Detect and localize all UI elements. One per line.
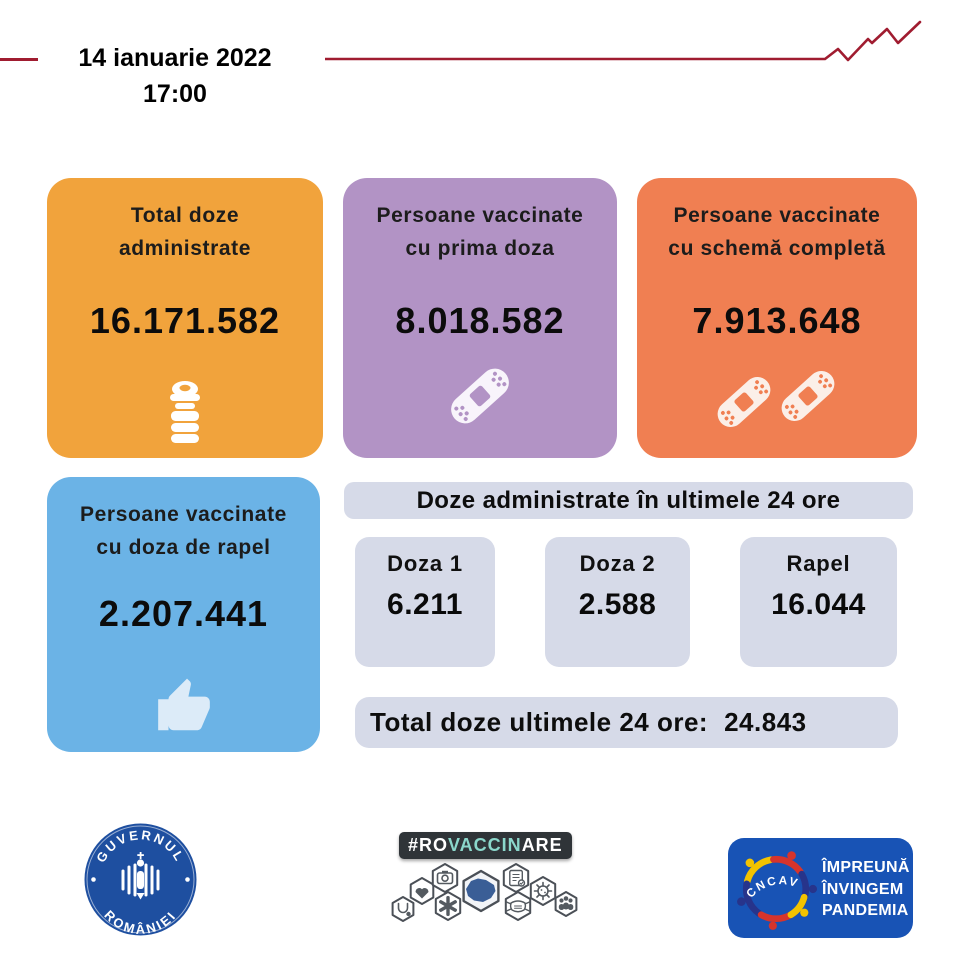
booster-24h-label: Rapel: [786, 551, 851, 576]
double-bandage-icon: [702, 352, 852, 444]
rovaccinare-logo: [386, 832, 586, 859]
bandage-icon: [432, 348, 528, 444]
total-24h-bar: [355, 697, 898, 748]
rovaccinare-hashtag: #ROVACCINARE: [399, 832, 572, 859]
government-of-romania-seal: [83, 822, 199, 940]
dose2-label: Doza 2: [579, 551, 656, 576]
card-title: Persoane vaccinate cu prima doza: [376, 204, 584, 260]
last24h-header-bar: [344, 482, 913, 519]
total-24h-label: Total doze ultimele 24 ore:: [370, 707, 709, 737]
report-datetime: [55, 40, 295, 113]
dose2-card: [545, 537, 690, 667]
trend-line-icon: [325, 10, 925, 65]
dose1-value: 6.211: [387, 588, 463, 621]
report-date: 14 ianuarie 2022: [78, 44, 272, 72]
card-total-doses: [47, 178, 323, 458]
red-line-left: [0, 58, 38, 61]
vial-icon: [163, 380, 207, 444]
cncav-emblem-text: CNCAV: [743, 874, 801, 901]
cncav-slogan: ÎMPREUNĂ ÎNVINGEM PANDEMIA: [822, 859, 910, 920]
report-time: 17:00: [143, 80, 207, 109]
card-value: 16.171.582: [89, 300, 281, 341]
thumbs-up-icon: [151, 676, 217, 738]
dose1-label: Doza 1: [387, 551, 463, 576]
gov-seal-top-text: GUVERNUL: [93, 827, 188, 866]
dose1-card: [355, 537, 495, 667]
card-first-dose: [343, 178, 617, 458]
card-title: Persoane vaccinate cu schemă completă: [668, 204, 886, 260]
card-title: Persoane vaccinate cu doza de rapel: [80, 503, 287, 559]
card-full-scheme: [637, 178, 917, 458]
card-title: Total doze administrate: [118, 204, 252, 260]
last24h-header-text: Doze administrate în ultimele 24 ore: [416, 487, 841, 514]
medical-hexagons-icon: [386, 860, 586, 942]
card-value: 2.207.441: [98, 593, 269, 634]
cncav-people-circle-icon: [735, 848, 817, 930]
dose2-value: 2.588: [578, 588, 657, 621]
gov-seal-bottom-text: ROMÂNIEI: [101, 907, 180, 937]
card-booster: [47, 477, 320, 752]
svg-text:CNCAV: [744, 874, 801, 900]
card-value: 8.018.582: [395, 300, 565, 341]
booster-24h-card: [740, 537, 897, 667]
booster-24h-value: 16.044: [771, 588, 866, 621]
total-24h-value: 24.843: [724, 707, 807, 737]
card-value: 7.913.648: [692, 300, 862, 341]
cncav-logo: [728, 838, 913, 938]
